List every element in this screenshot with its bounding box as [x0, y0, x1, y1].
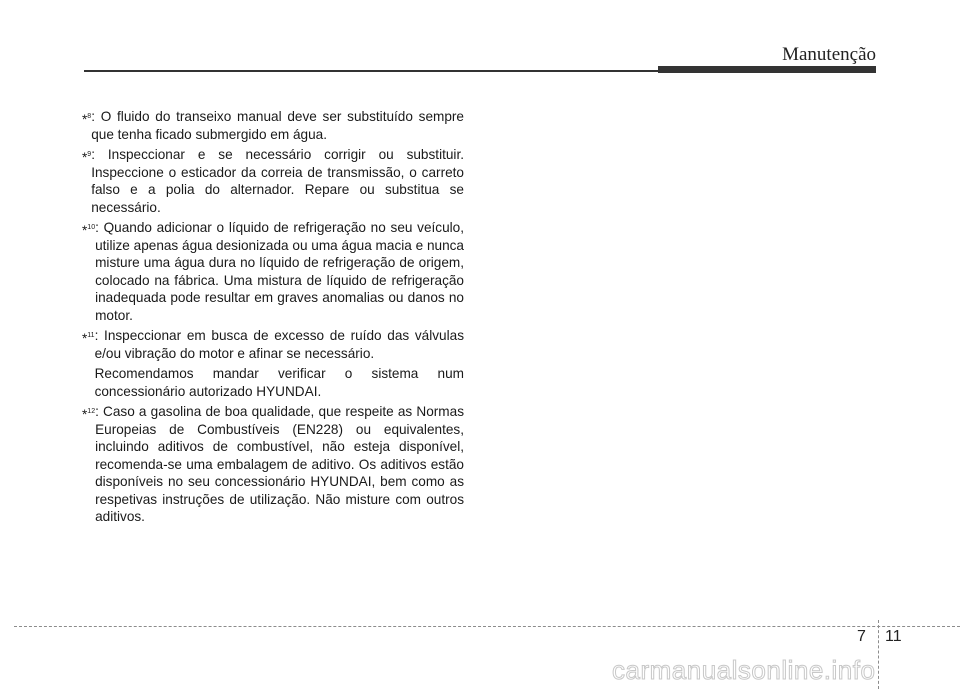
note-10	[82, 219, 464, 324]
note-text: : Inspeccionar e se necessário corrigir ou substituir. Inspeccione o esticador da correia de transmissão, o carreto falso e a polia do alternador. Repare ou substitua se necessário.	[91, 147, 464, 215]
note-marker: *$^{12}$	[82, 407, 96, 422]
note-8	[82, 108, 464, 143]
note-marker: *$^{11}$	[82, 331, 95, 346]
note-body	[95, 327, 464, 400]
chapter-number: 7	[857, 628, 866, 645]
note-text: : Quando adicionar o líquido de refrigeração no seu veículo, utilize apenas água desionizada ou uma água macia e nunca misture uma água dura no líquido de refrigeração de origem, colocado na fábrica. Uma mistura de líquido de refrigeração inadequada pode resultar em graves anomalias ou danos no motor.	[95, 220, 464, 323]
watermark-text: carmanualsonline.info	[612, 655, 876, 685]
note-12	[82, 403, 464, 526]
footer-divider	[878, 620, 879, 689]
note-marker: *$^8$	[82, 112, 92, 127]
maintenance-notes	[82, 108, 464, 529]
note-text: : O fluido do transeixo manual deve ser substituído sempre que tenha ficado submergido em água.	[91, 109, 464, 142]
note-text: : Caso a gasolina de boa qualidade, que respeite as Normas Europeias de Combustíveis (EN228) ou equivalentes, incluindo aditivos de combustível, não esteja disponível, recomenda-se uma embalagem de aditivo. Os aditivos estão disponíveis no seu concessionário HYUNDAI, bem como as respetivas instruções de utilização. Não misture com outros aditivos.	[95, 404, 464, 524]
note-marker: *$^9$	[82, 150, 92, 165]
page-title: Manutenção	[782, 44, 876, 65]
page-number: 11	[885, 628, 902, 645]
header-rule-thick	[658, 66, 876, 73]
note-text: : Inspeccionar em busca de excesso de ruído das válvulas e/ou vibração do motor e afinar se necessário.	[94, 328, 464, 361]
note-extra-paragraph: Recomendamos mandar verificar o sistema num concessionário autorizado HYUNDAI.	[94, 366, 464, 399]
header-rule-thin	[84, 70, 664, 72]
note-marker: *$^{10}$	[82, 223, 96, 238]
note-9	[82, 146, 464, 216]
note-11	[82, 327, 464, 400]
footer-rule	[14, 626, 960, 627]
